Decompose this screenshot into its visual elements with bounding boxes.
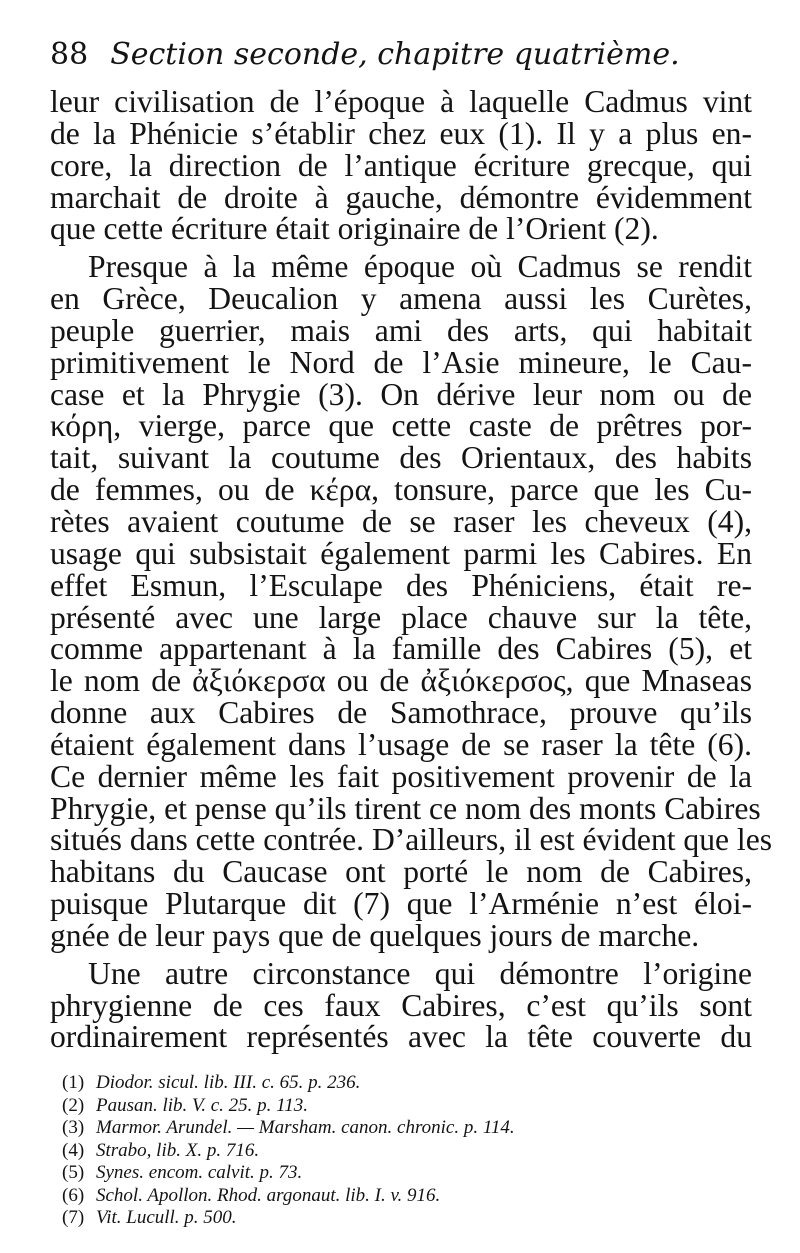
text-line: puisque Plutarque dit (7) que l’Arménie n’est éloi- — [50, 886, 752, 922]
footnote-number: (1) — [62, 1072, 85, 1093]
page-number: 88 — [50, 37, 89, 72]
footnote-number: (5) — [62, 1162, 85, 1183]
footnote — [62, 1162, 515, 1185]
text-line: Une autre circonstance qui démontre l’origine — [88, 955, 752, 991]
running-head — [50, 37, 752, 86]
footnote-number: (6) — [62, 1184, 85, 1206]
footnote-text: Diodor. sicul. lib. III. c. 65. p. 236. — [96, 1072, 361, 1093]
text-line: rètes avaient coutume de se raser les cheveux (4), — [50, 503, 752, 539]
footnotes — [62, 1072, 515, 1230]
text-line: ordinairement représentés avec la tête couverte du — [50, 1019, 752, 1055]
text-line: phrygienne de ces faux Cabires, c’est qu’ils sont — [50, 987, 752, 1023]
text-line: de femmes, ou de κέρα, tonsure, parce que les Cu- — [50, 472, 752, 508]
footnote-text: Pausan. lib. V. c. 25. p. 113. — [96, 1094, 308, 1116]
text-line: en Grèce, Deucalion y amena aussi les Curètes, — [50, 281, 752, 317]
text-line: gnée de leur pays que de quelques jours de marche. — [50, 917, 700, 953]
text-line: comme appartenant à la famille des Cabires (5), et — [50, 631, 752, 667]
text-line: κόρη, vierge, parce que cette caste de prêtres por- — [50, 408, 752, 444]
text-line: étaient également dans l’usage de se raser la tête (6). — [50, 726, 752, 762]
text-line: primitivement le Nord de l’Asie mineure, le Cau- — [50, 344, 752, 380]
body-text — [50, 84, 773, 1055]
text-line: situés dans cette contrée. D’ailleurs, il est évident que les — [50, 822, 773, 858]
text-line: donne aux Cabires de Samothrace, prouve qu’ils — [50, 695, 752, 731]
footnote-text: Marmor. Arundel. — Marsham. canon. chronic. p. 114. — [96, 1117, 515, 1138]
text-line: effet Esmun, l’Esculape des Phéniciens, était re- — [50, 567, 752, 603]
footnote — [62, 1117, 515, 1140]
text-line: peuple guerrier, mais ami des arts, qui habitait — [50, 312, 752, 348]
footnote-number: (2) — [62, 1094, 85, 1116]
text-line: le nom de ἀξιόκερσα ou de ἀξιόκερσος, que Mnaseas — [50, 663, 752, 699]
footnote-text: Strabo, lib. X. p. 716. — [96, 1139, 260, 1161]
footnote — [62, 1207, 515, 1230]
footnote-number: (4) — [62, 1139, 85, 1161]
footnote-text: Vit. Lucull. p. 500. — [96, 1207, 237, 1228]
footnote-number: (3) — [62, 1117, 85, 1138]
footnote-number: (7) — [62, 1207, 85, 1228]
paragraph — [50, 86, 752, 245]
text-line: leur civilisation de l’époque à laquelle Cadmus vint — [50, 84, 752, 119]
paragraph — [50, 955, 752, 1055]
text-line: usage qui subsistait également parmi les Cabires. En — [50, 535, 752, 571]
footnote — [62, 1072, 515, 1095]
text-line: de la Phénicie s’établir chez eux (1). Il y a plus en- — [50, 115, 752, 151]
text-line: présenté avec une large place chauve sur la tête, — [50, 599, 752, 635]
footnote-text: Schol. Apollon. Rhod. argonaut. lib. I. v. 916. — [96, 1184, 441, 1206]
text-line: marchait de droite à gauche, démontre évidemment — [50, 179, 752, 215]
footnote-text: Synes. encom. calvit. p. 73. — [96, 1162, 303, 1183]
text-line: core, la direction de l’antique écriture grecque, qui — [50, 147, 752, 183]
text-line: Presque à la même époque où Cadmus se rendit — [88, 249, 752, 285]
footnote — [62, 1185, 515, 1208]
footnote — [62, 1095, 515, 1118]
text-line: case et la Phrygie (3). On dérive leur nom ou de — [50, 376, 752, 412]
paragraph — [50, 249, 773, 953]
text-line: que cette écriture était originaire de l’Orient (2). — [50, 211, 659, 247]
footnote — [62, 1140, 515, 1163]
text-line: Ce dernier même les fait positivement provenir de la — [50, 758, 752, 794]
text-line: Phrygie, et pense qu’ils tirent ce nom des monts Cabires — [50, 790, 761, 826]
section-title: Section seconde, chapitre quatrième. — [110, 37, 680, 72]
text-line: tait, suivant la coutume des Orientaux, des habits — [50, 440, 752, 476]
text-line: habitans du Caucase ont porté le nom de Cabires, — [50, 854, 752, 890]
